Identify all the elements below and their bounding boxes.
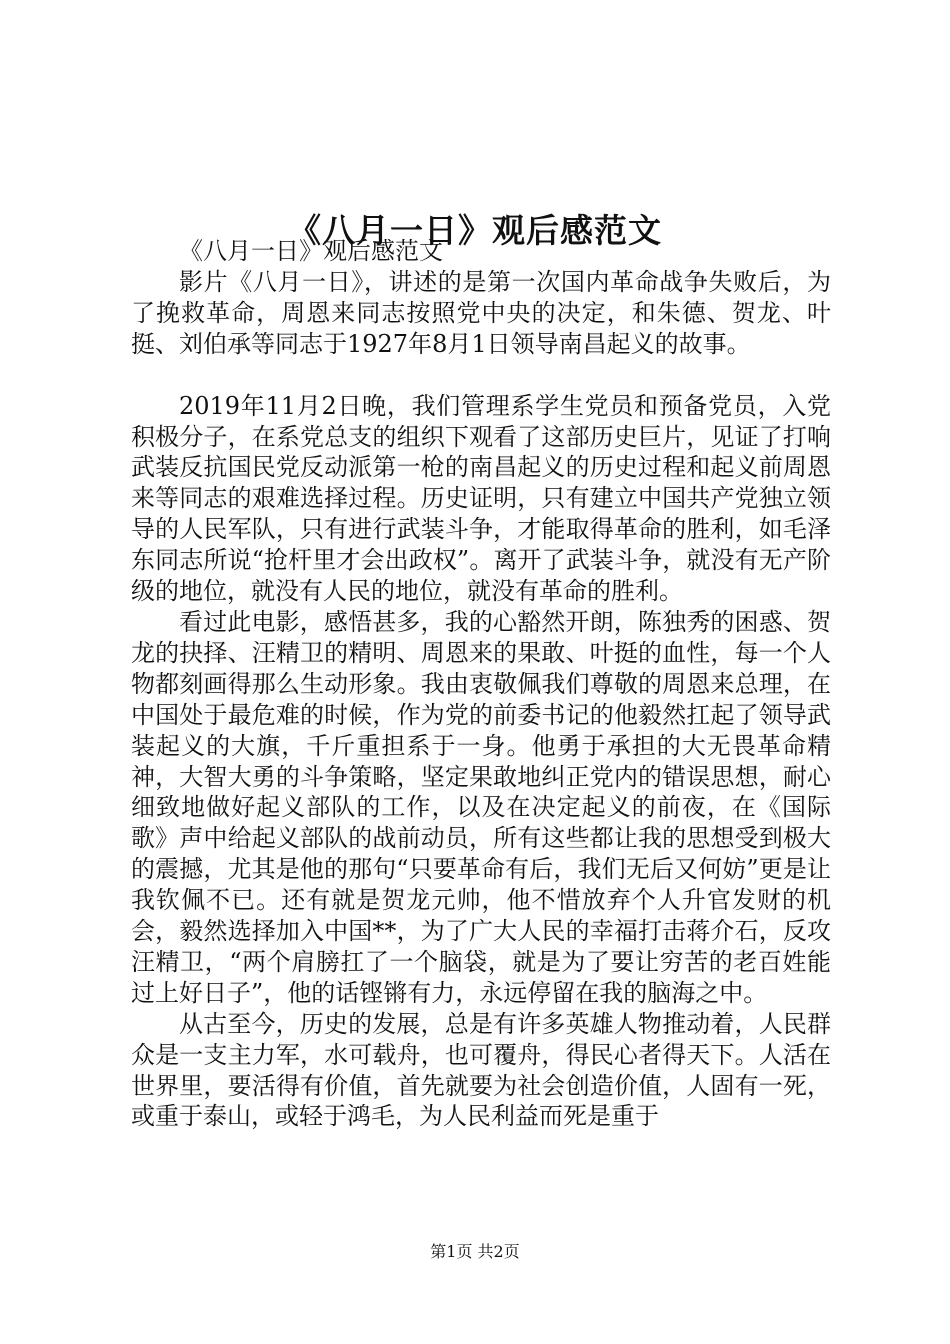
paragraph-spacer	[131, 360, 831, 391]
document-body	[131, 236, 831, 1132]
paragraph-history: 从古至今，历史的发展，总是有许多英雄人物推动着，人民群众是一支主力军，水可载舟，也可覆舟，得民心者得天下。人活在世界里，要活得有价值，首先就要为社会创造价值，人固有一死，或重于泰山，或轻于鸿毛，为人民利益而死是重于	[131, 1009, 831, 1131]
document-title: 《八月一日》观后感范文	[288, 211, 662, 251]
paragraph-viewing: 2019年11月2日晚，我们管理系学生党员和预备党员，入党积极分子，在系党总支的组织下观看了这部历史巨片，见证了打响武装反抗国民党反动派第一枪的南昌起义的历史过程和起义前周恩来等同志的艰难选择过程。历史证明，只有建立中国共产党独立领导的人民军队，只有进行武装斗争，才能取得革命的胜利，如毛泽东同志所说“抢杆里才会出政权”。离开了武装斗争，就没有无产阶级的地位，就没有人民的地位，就没有革命的胜利。	[131, 391, 831, 606]
page-footer: 第1页 共2页	[430, 1242, 520, 1261]
paragraph-reflection: 看过此电影，感悟甚多，我的心豁然开朗，陈独秀的困惑、贺龙的抉择、汪精卫的精明、周恩来的果敢、叶挺的血性，每一个人物都刻画得那么生动形象。我由衷敬佩我们尊敬的周恩来总理，在中国处于最危难的时候，作为党的前委书记的他毅然扛起了领导武装起义的大旗，千斤重担系于一身。他勇于承担的大无畏革命精神，大智大勇的斗争策略，坚定果敢地纠正党内的错误思想，耐心细致地做好起义部队的工作，以及在决定起义的前夜，在《国际歌》声中给起义部队的战前动员，所有这些都让我的思想受到极大的震撼，尤其是他的那句“只要革命有后，我们无后又何妨”更是让我钦佩不已。还有就是贺龙元帅，他不惜放弃个人升官发财的机会，毅然选择加入中国**，为了广大人民的幸福打击蒋介石，反攻汪精卫，“两个肩膀扛了一个脑袋，就是为了要让穷苦的老百姓能过上好日子”，他的话铿锵有力，永远停留在我的脑海之中。	[131, 607, 831, 1007]
paragraph-intro: 影片《八月一日》，讲述的是第一次国内革命战争失败后，为了挽救革命，周恩来同志按照党中央的决定，和朱德、贺龙、叶挺、刘伯承等同志于1927年8月1日领导南昌起义的故事。	[131, 267, 831, 358]
paragraph-subtitle: 《八月一日》观后感范文	[179, 237, 443, 265]
